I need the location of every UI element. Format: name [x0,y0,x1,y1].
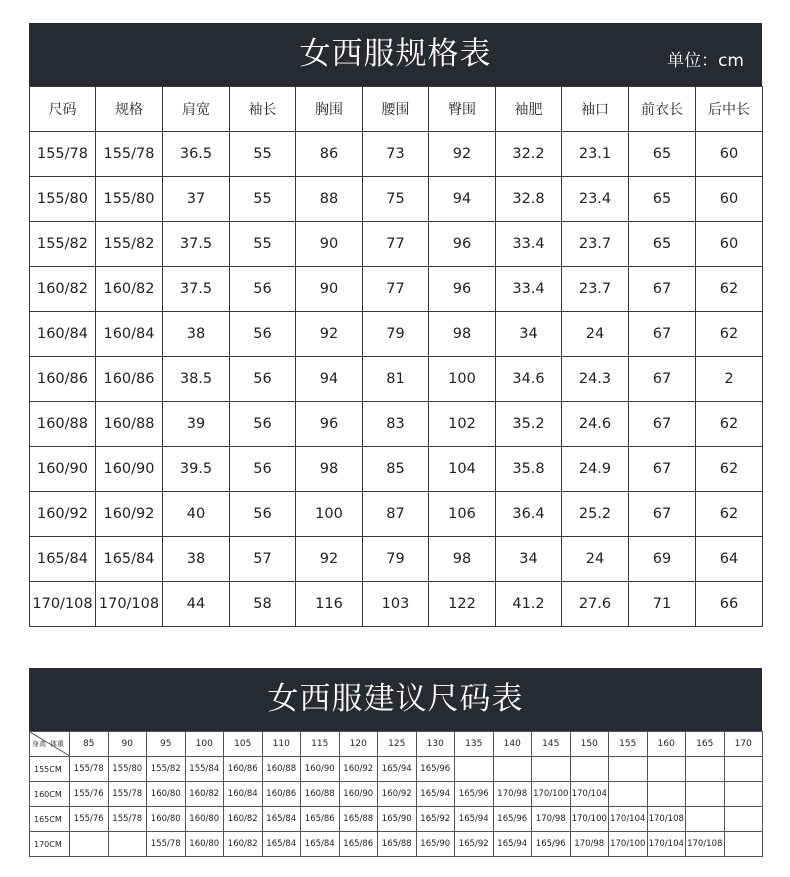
spec-cell: 94 [429,177,496,222]
spec-cell: 55 [230,222,296,267]
height-label: 165CM [30,807,70,832]
size-cell: 160/82 [224,807,263,832]
weight-header: 120 [339,732,378,757]
weight-header: 115 [301,732,340,757]
size-cell: 165/84 [262,832,301,857]
spec-cell: 60 [696,177,763,222]
spec-cell: 38 [163,537,230,582]
weight-header: 135 [455,732,494,757]
spec-cell: 96 [296,402,363,447]
spec-cell: 165/84 [30,537,96,582]
table-row [30,782,763,807]
spec-cell: 81 [363,357,429,402]
spec-cell: 86 [296,132,363,177]
size-cell: 165/88 [339,807,378,832]
size-cell: 160/84 [224,782,263,807]
size-guide-title: 女西服建议尺码表 [267,681,524,717]
size-cell: 170/108 [686,832,725,857]
spec-cell: 60 [696,222,763,267]
spec-cell: 24 [562,537,629,582]
spec-cell: 155/80 [96,177,163,222]
spec-cell: 32.2 [496,132,562,177]
size-cell: 160/92 [339,757,378,782]
spec-cell: 32.8 [496,177,562,222]
size-cell: 160/86 [262,782,301,807]
spec-cell: 35.8 [496,447,562,492]
spec-cell: 27.6 [562,582,629,627]
spec-cell: 60 [696,132,763,177]
spec-cell: 85 [363,447,429,492]
table-row [30,132,763,177]
size-cell: 160/92 [378,782,417,807]
spec-cell: 23.7 [562,222,629,267]
spec-cell: 34.6 [496,357,562,402]
weight-header: 150 [570,732,609,757]
spec-cell: 56 [230,492,296,537]
spec-cell: 90 [296,222,363,267]
spec-column-header: 后中长 [696,87,763,132]
size-cell: 170/100 [609,832,648,857]
table-row [30,582,763,627]
corner-cell [30,732,70,757]
spec-column-header: 腰围 [363,87,429,132]
spec-cell: 87 [363,492,429,537]
spec-table-section [29,23,762,627]
weight-header: 165 [686,732,725,757]
size-cell: 170/98 [493,782,532,807]
size-guide-table [29,731,763,857]
spec-cell: 34 [496,537,562,582]
spec-cell: 23.1 [562,132,629,177]
spec-cell: 104 [429,447,496,492]
weight-header: 105 [224,732,263,757]
weight-header: 95 [147,732,186,757]
spec-column-header: 袖长 [230,87,296,132]
height-label: 160CM [30,782,70,807]
size-cell: 155/76 [70,807,109,832]
size-cell: 170/104 [647,832,686,857]
spec-cell: 40 [163,492,230,537]
size-cell: 160/80 [147,807,186,832]
spec-cell: 79 [363,312,429,357]
spec-cell: 160/92 [30,492,96,537]
spec-cell: 62 [696,267,763,312]
size-cell: 160/82 [185,782,224,807]
size-cell: 170/100 [532,782,571,807]
spec-table-header-bar [29,23,762,86]
weight-header: 140 [493,732,532,757]
size-cell [609,782,648,807]
spec-cell: 69 [629,537,696,582]
size-cell [108,832,147,857]
spec-cell: 58 [230,582,296,627]
spec-cell: 96 [429,267,496,312]
spec-column-header: 尺码 [30,87,96,132]
table-row [30,357,763,402]
spec-cell: 160/82 [96,267,163,312]
size-cell: 165/84 [262,807,301,832]
spec-cell: 116 [296,582,363,627]
size-cell: 170/104 [609,807,648,832]
size-cell: 165/86 [339,832,378,857]
size-cell [724,807,763,832]
spec-cell: 64 [696,537,763,582]
spec-cell: 67 [629,312,696,357]
size-cell: 165/88 [378,832,417,857]
spec-column-header: 前衣长 [629,87,696,132]
spec-cell: 66 [696,582,763,627]
spec-cell: 103 [363,582,429,627]
table-row [30,402,763,447]
size-guide-header-bar [29,668,762,731]
spec-cell: 24.6 [562,402,629,447]
spec-cell: 77 [363,222,429,267]
size-cell: 160/90 [339,782,378,807]
spec-cell: 39 [163,402,230,447]
spec-cell: 2 [696,357,763,402]
size-cell [647,782,686,807]
spec-cell: 90 [296,267,363,312]
spec-cell: 24.3 [562,357,629,402]
weight-header-row [30,732,763,757]
size-cell: 155/84 [185,757,224,782]
size-cell: 160/86 [224,757,263,782]
spec-column-header: 臀围 [429,87,496,132]
spec-cell: 44 [163,582,230,627]
spec-cell: 83 [363,402,429,447]
table-row [30,177,763,222]
size-cell [70,832,109,857]
spec-cell: 23.7 [562,267,629,312]
spec-cell: 65 [629,177,696,222]
spec-cell: 155/78 [30,132,96,177]
spec-cell: 155/82 [30,222,96,267]
weight-header: 130 [416,732,455,757]
size-cell: 170/98 [532,807,571,832]
spec-cell: 94 [296,357,363,402]
size-guide-section [29,668,762,857]
spec-cell: 160/90 [96,447,163,492]
spec-cell: 37.5 [163,267,230,312]
size-cell: 165/94 [378,757,417,782]
spec-cell: 23.4 [562,177,629,222]
size-cell: 165/92 [455,832,494,857]
size-cell [532,757,571,782]
size-cell: 165/96 [455,782,494,807]
size-cell: 155/82 [147,757,186,782]
size-cell: 165/90 [378,807,417,832]
spec-cell: 160/90 [30,447,96,492]
spec-cell: 38.5 [163,357,230,402]
size-cell: 165/84 [301,832,340,857]
spec-cell: 33.4 [496,267,562,312]
spec-column-header: 袖口 [562,87,629,132]
size-cell: 165/96 [532,832,571,857]
spec-cell: 98 [429,312,496,357]
spec-cell: 160/86 [96,357,163,402]
weight-header: 100 [185,732,224,757]
spec-column-header: 袖肥 [496,87,562,132]
weight-header: 160 [647,732,686,757]
size-cell: 155/78 [70,757,109,782]
spec-cell: 39.5 [163,447,230,492]
size-cell: 165/94 [455,807,494,832]
spec-cell: 56 [230,267,296,312]
table-row [30,757,763,782]
spec-cell: 100 [296,492,363,537]
size-cell [724,782,763,807]
spec-cell: 34 [496,312,562,357]
size-cell: 160/90 [301,757,340,782]
spec-cell: 38 [163,312,230,357]
spec-cell: 55 [230,177,296,222]
size-cell [724,757,763,782]
spec-column-header: 规格 [96,87,163,132]
spec-cell: 96 [429,222,496,267]
unit-label: 单位：cm [667,51,744,71]
spec-cell: 67 [629,267,696,312]
weight-header: 170 [724,732,763,757]
spec-cell: 67 [629,357,696,402]
spec-cell: 92 [429,132,496,177]
size-cell: 160/88 [262,757,301,782]
spec-cell: 37.5 [163,222,230,267]
size-cell: 165/86 [301,807,340,832]
spec-cell: 24.9 [562,447,629,492]
spec-cell: 55 [230,132,296,177]
spec-cell: 56 [230,402,296,447]
table-row [30,492,763,537]
size-cell: 170/104 [570,782,609,807]
size-cell [570,757,609,782]
size-cell [493,757,532,782]
spec-cell: 160/84 [30,312,96,357]
size-cell: 160/80 [185,832,224,857]
table-row [30,447,763,492]
weight-header: 125 [378,732,417,757]
size-cell: 165/94 [416,782,455,807]
corner-height-label: 身高 [32,740,46,748]
spec-column-header: 肩宽 [163,87,230,132]
spec-cell: 67 [629,447,696,492]
corner-weight-label: 体重 [50,740,64,748]
spec-cell: 67 [629,492,696,537]
spec-table [29,86,763,627]
size-cell: 155/80 [108,757,147,782]
size-cell: 155/78 [108,782,147,807]
spec-cell: 65 [629,222,696,267]
spec-cell: 77 [363,267,429,312]
spec-cell: 62 [696,312,763,357]
table-row [30,222,763,267]
size-cell: 160/80 [185,807,224,832]
spec-cell: 36.5 [163,132,230,177]
spec-cell: 56 [230,447,296,492]
spec-cell: 41.2 [496,582,562,627]
height-label: 170CM [30,832,70,857]
size-cell: 170/98 [570,832,609,857]
size-cell [609,757,648,782]
size-cell: 165/94 [493,832,532,857]
weight-header: 145 [532,732,571,757]
spec-cell: 65 [629,132,696,177]
table-row [30,832,763,857]
spec-cell: 56 [230,312,296,357]
spec-header-row [30,87,763,132]
table-row [30,267,763,312]
spec-cell: 160/88 [96,402,163,447]
weight-header: 155 [609,732,648,757]
spec-cell: 37 [163,177,230,222]
size-cell [686,757,725,782]
size-cell: 165/96 [416,757,455,782]
spec-cell: 73 [363,132,429,177]
spec-cell: 62 [696,447,763,492]
spec-column-header: 胸围 [296,87,363,132]
size-cell: 165/90 [416,832,455,857]
spec-cell: 155/82 [96,222,163,267]
weight-header: 85 [70,732,109,757]
spec-cell: 170/108 [96,582,163,627]
spec-cell: 122 [429,582,496,627]
size-cell: 170/108 [647,807,686,832]
spec-cell: 62 [696,402,763,447]
spec-cell: 62 [696,492,763,537]
spec-cell: 160/88 [30,402,96,447]
size-cell: 165/96 [493,807,532,832]
size-cell: 155/78 [147,832,186,857]
size-cell [724,832,763,857]
spec-table-title: 女西服规格表 [299,36,492,72]
height-label: 155CM [30,757,70,782]
table-row [30,537,763,582]
spec-cell: 79 [363,537,429,582]
spec-cell: 155/80 [30,177,96,222]
spec-cell: 98 [429,537,496,582]
spec-cell: 160/84 [96,312,163,357]
spec-cell: 36.4 [496,492,562,537]
spec-cell: 102 [429,402,496,447]
spec-cell: 56 [230,357,296,402]
spec-cell: 155/78 [96,132,163,177]
spec-cell: 92 [296,537,363,582]
size-cell [455,757,494,782]
spec-cell: 100 [429,357,496,402]
size-cell [686,782,725,807]
spec-cell: 25.2 [562,492,629,537]
size-cell: 160/88 [301,782,340,807]
weight-header: 90 [108,732,147,757]
spec-cell: 35.2 [496,402,562,447]
size-cell: 160/82 [224,832,263,857]
spec-cell: 92 [296,312,363,357]
spec-cell: 24 [562,312,629,357]
spec-cell: 165/84 [96,537,163,582]
spec-cell: 170/108 [30,582,96,627]
size-cell [647,757,686,782]
spec-cell: 88 [296,177,363,222]
spec-cell: 160/86 [30,357,96,402]
spec-cell: 160/82 [30,267,96,312]
table-row [30,807,763,832]
spec-cell: 71 [629,582,696,627]
spec-cell: 106 [429,492,496,537]
table-row [30,312,763,357]
size-cell [686,807,725,832]
spec-cell: 57 [230,537,296,582]
weight-header: 110 [262,732,301,757]
spec-cell: 98 [296,447,363,492]
spec-cell: 160/92 [96,492,163,537]
spec-cell: 75 [363,177,429,222]
size-cell: 155/76 [70,782,109,807]
size-cell: 165/92 [416,807,455,832]
size-cell: 155/78 [108,807,147,832]
spec-cell: 67 [629,402,696,447]
size-cell: 170/100 [570,807,609,832]
size-cell: 160/80 [147,782,186,807]
spec-cell: 33.4 [496,222,562,267]
